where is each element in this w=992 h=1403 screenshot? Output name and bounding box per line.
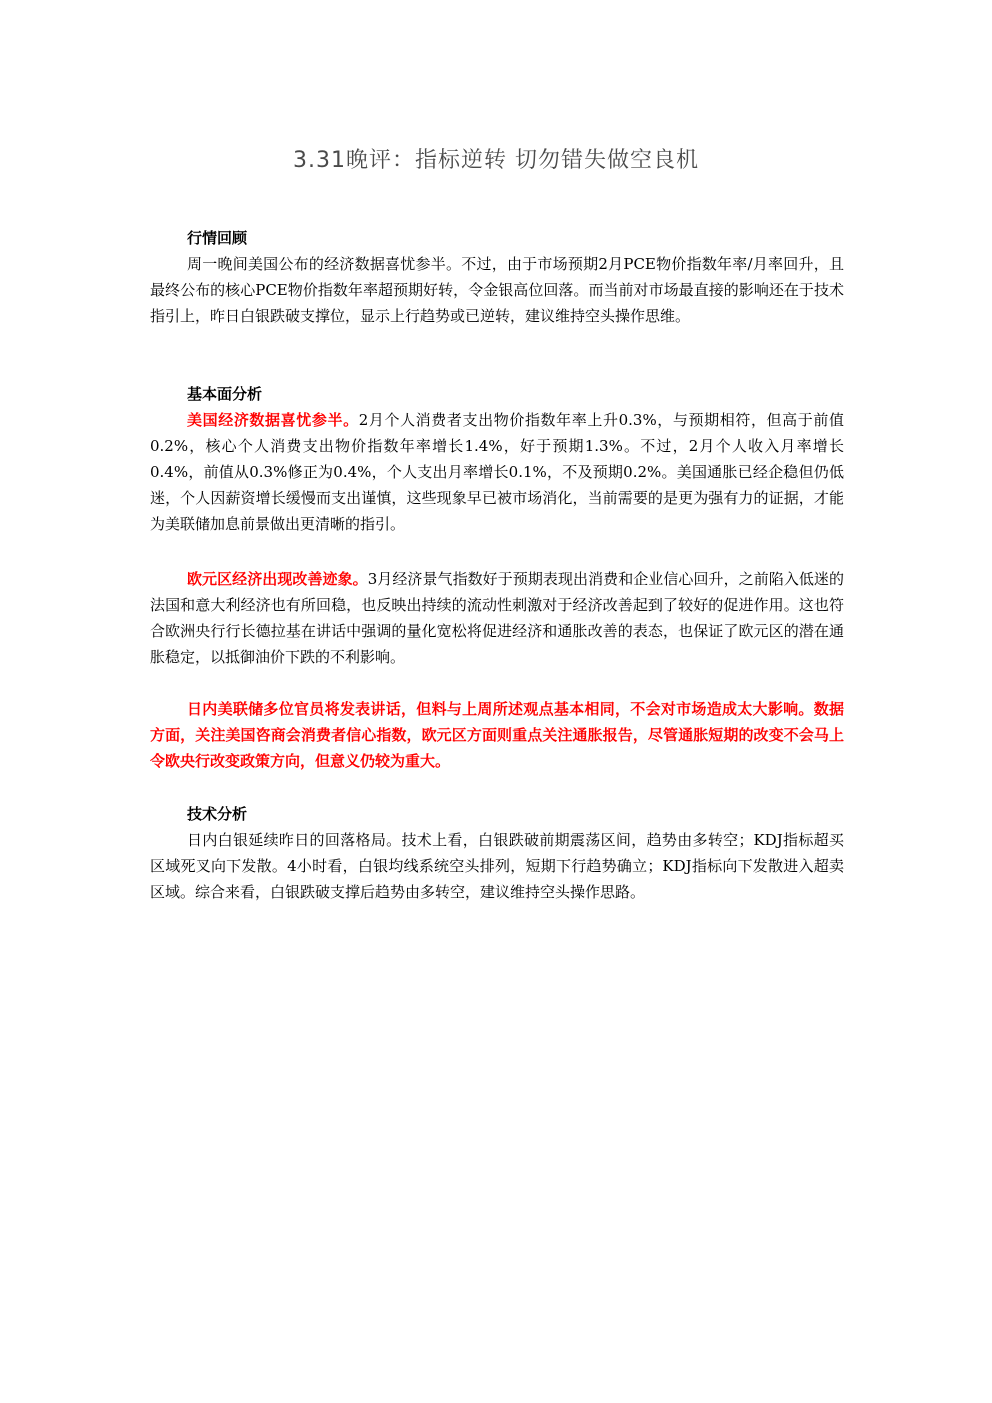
eurozone-lead: 欧元区经济出现改善迹象。 xyxy=(187,570,368,588)
market-review-heading: 行情回顾 xyxy=(187,229,248,247)
fundamental-section xyxy=(150,381,844,537)
alert-section xyxy=(150,696,844,774)
eurozone-paragraph xyxy=(150,566,844,670)
page-title: 3.31晚评：指标逆转 切勿错失做空良机 xyxy=(293,147,699,173)
fundamental-heading: 基本面分析 xyxy=(187,385,263,403)
eurozone-body: 3月经济景气指数好于预期表现出消费和企业信心回升，之前陷入低迷的法国和意大利经济也有所回稳，也反映出持续的流动性刺激对于经济改善起到了较好的促进作用。这也符合欧洲央行行长德拉基在讲话中强调的量化宽松将促进经济和通胀改善的表态，也保证了欧元区的潜在通胀稳定，以抵御油价下跌的不利影响。 xyxy=(150,570,844,666)
market-review-paragraph: 周一晚间美国公布的经济数据喜忧参半。不过，由于市场预期2月PCE物价指数年率/月率回升，且最终公布的核心PCE物价指数年率超预期好转，令金银高位回落。而当前对市场最直接的影响还在于技术指引上，昨日白银跌破支撑位，显示上行趋势或已逆转，建议维持空头操作思维。 xyxy=(150,255,844,325)
us-economy-body: 2月个人消费者支出物价指数年率上升0.3%，与预期相符，但高于前值0.2%，核心个人消费支出物价指数年率增长1.4%，好于预期1.3%。不过，2月个人收入月率增长0.4%，前值从0.3%修正为0.4%，个人支出月率增长0.1%，不及预期0.2%。美国通胀已经企稳但仍低迷，个人因薪资增长缓慢而支出谨慎，这些现象早已被市场消化，当前需要的是更为强有力的证据，才能为美联储加息前景做出更清晰的指引。 xyxy=(150,411,844,533)
market-review-section xyxy=(150,225,844,329)
technical-section xyxy=(150,801,844,905)
technical-paragraph: 日内白银延续昨日的回落格局。技术上看，白银跌破前期震荡区间，趋势由多转空；KDJ指标超买区域死叉向下发散。4小时看，白银均线系统空头排列，短期下行趋势确立；KDJ指标向下发散进入超卖区域。综合来看，白银跌破支撑后趋势由多转空，建议维持空头操作思路。 xyxy=(150,831,844,901)
technical-heading: 技术分析 xyxy=(187,805,248,823)
us-economy-paragraph xyxy=(150,407,844,537)
eurozone-section xyxy=(150,566,844,670)
fed-alert-paragraph: 日内美联储多位官员将发表讲话，但料与上周所述观点基本相同，不会对市场造成太大影响。数据方面，关注美国咨商会消费者信心指数，欧元区方面则重点关注通胀报告，尽管通胀短期的改变不会马上令欧央行改变政策方向，但意义仍较为重大。 xyxy=(150,700,844,770)
us-economy-lead: 美国经济数据喜忧参半。 xyxy=(187,411,359,429)
